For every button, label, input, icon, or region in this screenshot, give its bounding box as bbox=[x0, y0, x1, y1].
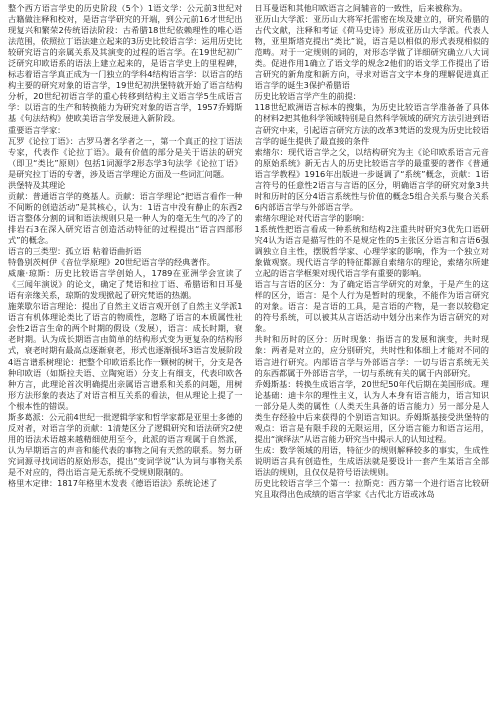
paragraph: 历史比较语言学三个第一：拉斯克：西方第一个进行语言比较研究且取得出色成绩的语言学家《古代北方语或冰岛 bbox=[254, 478, 489, 500]
paragraph: 共时和历时的区分：历时现象：指语言的发展和演变，共时现象：两者是对立的，应分别研究，共时性和体细上才能对不同的语言进行研究。内部语言学与外部语言学：一切与语言系统无关的东西都属于外部语言学，一切与系统有关的属于内部研究。 bbox=[254, 334, 489, 378]
paragraph: 整个西方语言学史的历史阶段（5个）1语文学：公元前3世纪对古籍做注释和校对，是语言学研究的开端，到公元前16才世纪出现复兴和繁荣2传统语法阶段：古希腊18世纪依赖理性的唯心语法范围，依照拉丁语法建立起来的3历史比较语言学：运用历史比较研究语言的亲属关系及其演变的过程的语言学。在19世纪初广泛研究印欧语系的语法上建立起来的，是语言学史上的里程碑，标志着语言学真正成为一门独立的学科4结构语言学：以语言的结构主要的研究对象的语言学，19世纪初洪堡特就开始了语言结构分析，20世纪初语言学的重心转移到结构主义语言学5生成语言学：以语言的生产和转换能力为研究对象的语言学，1957乔姆斯基《句法结构》使欧美语言学发展进入新阶段。 bbox=[8, 3, 243, 124]
paragraph: 特鲁别茨柯伊《音位学原理》20世纪语言学的经典著作。 bbox=[8, 257, 215, 268]
left-column bbox=[8, 3, 243, 698]
paragraph: 施莱歇尔语言理论：提出了自然主义语言观开创了自然主义学派1语言有机体理论类比了语言的物质性，忽略了语言的本质属性社会性2语言生命的两个时期的假设（发展），语言：成长时期，衰老时期。认为成长期语言由简单的结构形式变为更复杂的结构形式，衰老时期有最高点逐渐衰老，形式也逐渐损坏3语言发展阶段4语言谱系树理论：把整个印欧语系比作一颗树的树干，分支是各种印欧语（如斯拉夫语、立陶宛语）分支上有细支，代表印欧各种方言，此理论首次明确提出亲属语言谱系和关系的问题，用树形方法形象的表达了对语言相互关系的看法，但从理论上提了一个根本性的错误。 bbox=[8, 301, 243, 411]
paragraph: 语言的三类型：孤立语 粘着语曲折语 bbox=[8, 246, 142, 257]
paragraph: 格里木定律：1817年格里木发表《德语语法》系统论述了 bbox=[8, 478, 218, 489]
paragraph: 重要语言学家： bbox=[8, 124, 66, 135]
paragraph: 语言与言语的区分：为了确定语言学研究的对象，于是产生的这样的区分，语言：是个人行为是暂时的现象，不能作为语言研究的对象。语言：是言语的工具，是言语的产物，是一套以较稳定的符号系统，可以被其从言语活动中划分出来作为语言研究的对象。 bbox=[254, 279, 489, 334]
paragraph: 1系统性把语言看成一种系统和结构2注重共时研究3优先口语研究4认为语言是描写性的不是规定性的5主张区分语言和言语6强调独立自主性，摆脱哲学家、心理学家的影响，作为一个独立对象做观察。现代语言学的特征都源自索绪尔的理论，索绪尔所建立起的语言学框架对现代语言学有重要的影响。 bbox=[254, 223, 489, 279]
paragraph: 斯多葛派：公元前4世纪一批逻辑学家和哲学家都是亚里士多德的反对者，对语言学的贡献：1清楚区分了逻辑研究和语法研究2使用的语法术语越来越精细使用至今，此派的语言观属于自然派，认为早期语言的声音和能代表的事物之间有天然的联系。努力研究词源寻找词语的原始形态，提出“变词学说”认为词与事物关系是不对应的，得出语言是无系统不受规则限制的。 bbox=[8, 411, 243, 477]
paragraph: 瓦罗《论拉丁语》：古罗马著名学者之一，第一个真正的拉丁语法专家，代表作《论拉丁语》。最有价值的部分是关于语法的研究（即卫“类比”原则）包括1词源学2形态学3句法学《论拉丁语》是研究拉丁语的专著，涉及语言学理论方面及一些词汇问题。 bbox=[8, 135, 243, 179]
paragraph: 威廉·琼斯：历史比较语言学创始人，1789在亚洲学会宣读了《三闻年演说》的论文，确定了梵语和拉丁语、希腊语和日耳曼语有亲缘关系，琼斯的发现掀起了研究梵语的热潮。 bbox=[8, 268, 243, 301]
paragraph: 索绪尔理论对代语言学的影响： bbox=[254, 212, 370, 223]
paragraph: 乔姆斯基：转换生成语言学，20世纪50年代后期在美国形成。理论基础：迪卡尔的理性主义，认为人本身有语言能力，语言知识一部分是人类的属性（人类天生具备的语言能力）另一部分是人类生存经验中后来获得的个别语言知识。乔姆斯基接受洪堡特的观点：语言是有限手段的无限运用，区分语言能力和语言运用，提出“演绎法”从语言能力研究当中揭示人的认知过程。 bbox=[254, 378, 489, 444]
paragraph: 贡献：普通语言学的奠基人。贡献：语言学理论“把语言看作一种不间断的创造活动”是其核心，认为：1语言中没有静止的东西2语言整体分割的词和语法规则只是一种人为的毫无生气的冷了的排岩石3在深入研究语言创造活动特征的过程提出“语言四部形式”的概念。 bbox=[8, 190, 243, 245]
paragraph: 亚历山大学派：亚历山大将军托雷密在埃及建立的，研究希腊的古代文献，注释和考证《荷马史诗》形成亚历山大学派。代表人物，亚里斯塔克提出“类比”说，语言是以相似的形式表现相似的范畴。对于一定规则的词的，对形态学做了详细研究确立八大词类。促进作用1确立了语文学的规念2他们的语文学工作提出了语言研究的新角度和新方向，寻求对语言文字本身的理解促进真正语言学的诞生3保护希腊语 bbox=[254, 14, 489, 91]
paragraph: 洪堡特及其理论 bbox=[8, 179, 66, 190]
paragraph: 日耳曼语和其他印欧语言之间辅音的一致性，后来被称为。 bbox=[254, 3, 468, 13]
paragraph: 历史比较语言学产生的前提： bbox=[254, 91, 361, 102]
paragraph: 生成：数学领域的用语，特征少的规则解释较多的事实，生成性说明语言具有创造性，生成语法就是要设计一套产生某语言全部语法的规则，且仅仅是符号语法规则。 bbox=[254, 444, 489, 477]
paragraph: 索绪尔：现代语言学之父，以结构研究为主《论印欧系语言元音的原始系统》新无古人的历史比较语言学的最重要的著作《普通语言学教程》1916年出版进一步诞调了“系统”概念，贡献：1语言符号的任意性2语言与言语的区分，明确语言学的研究对象3共时和历时的区分4语言系统性与价值的概念5组合关系与聚合关系6内部语言学与外部语言学。 bbox=[254, 146, 489, 212]
right-column bbox=[255, 3, 490, 698]
paragraph: 118世纪欧洲语言标本的搜集，为历史比较语言学准备备了具体的材料2把其他科学领域特别是自然科学领域的研究方法引进到语言研究中来，引起语言研究方法的改革3梵语的发现为历史比较语言学的诞生提供了最直接的条件 bbox=[254, 102, 489, 146]
